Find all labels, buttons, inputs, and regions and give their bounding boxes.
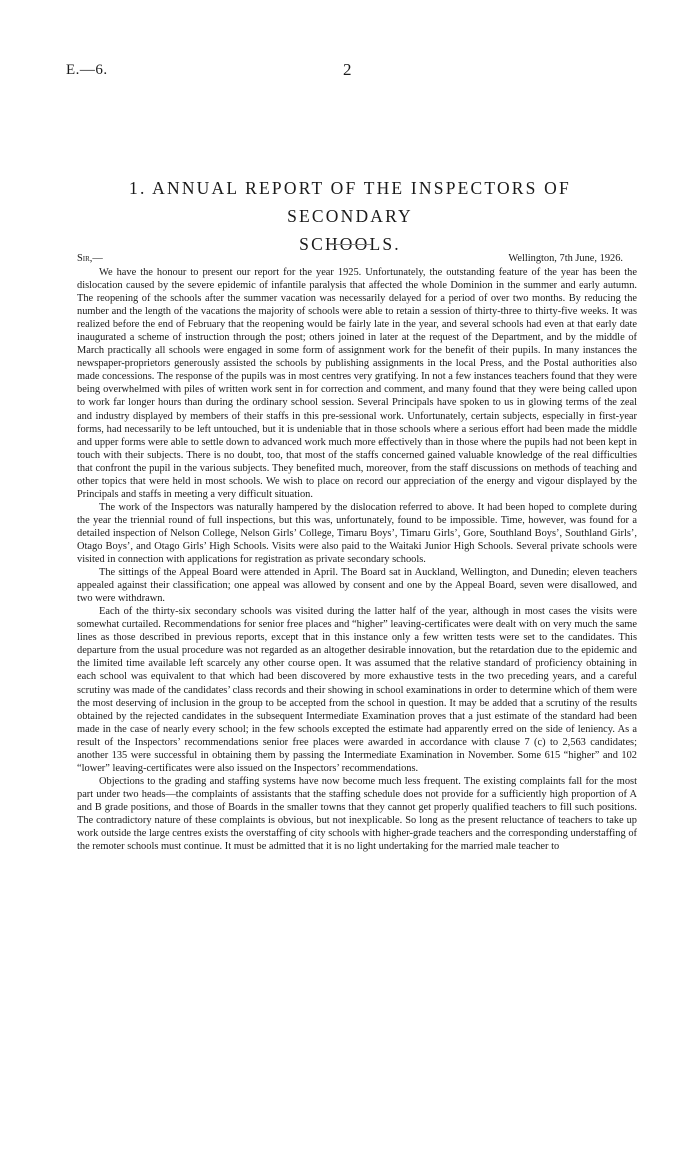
paragraph-grading-staffing: Objections to the grading and staffing systems have now become much less frequent. The existing complaints fall for the most part under two heads—the complaints of assistants that the staffing schedule does not provide for a sufficiently high proportion of A and B grade positions, and those of Boards in the smaller towns that they cannot get properly qualified teachers to fill such positions. The contradictory nature of these complaints is obvious, but not inexplicable. So long as the present reluctance of teachers to take up work outside the large centres exists the overstaffing of city schools with higher-grade teachers and the corresponding understaffing of the remoter schools must continue. It must be admitted that it is no light undertaking for the married male teacher to (77, 775, 637, 853)
paragraph-epidemic: We have the honour to present our report for the year 1925. Unfortunately, the outstanding feature of the year has been the dislocation caused by the severe epidemic of infantile paralysis that affected the whole Dominion in the summer and early autumn. The reopening of the schools after the summer vacation was necessarily delayed for a period of over two months. By reducing the number and the length of the vacations the majority of schools were able to retain a session of thirty-three to thirty-five weeks. It was realized before the end of February that the reopening would be fairly late in the year, and several schools had even at that early date inaugurated a scheme of instruction through the post; others joined in later at the request of the Department, and by the middle of March practically all schools were engaged in some form of assignment work for the benefit of their pupils. In many instances the newspaper-proprietors generously assisted the schools by publishing assignments in the local Press, and the Postal authorities also made concessions. The response of the pupils was in most centres very gratifying. In not a few instances teachers found that they were being overwhelmed with piles of written work sent in for correction and comment, and many found that they were being called upon to work far longer hours than during the ordinary school session. Several Principals have spoken to us in glowing terms of the zeal and industry displayed by members of their staffs in this pre-sessional work. Unfortunately, certain subjects, especially in first-year forms, had necessarily to be left untouched, but it is undeniable that in those schools where a serious effort had been made the middle and upper forms were able to settle down to advanced work much more effectively than in those where the pupils had not been kept in touch with their subjects. There is no doubt, too, that most of the staffs concerned gained valuable knowledge of the real difficulties that confront the pupil in the various subjects. They benefited much, moreover, from the staff discussions on methods of teaching and other topics that were held in most schools. We wish to place on record our appreciation of the energy and vigour displayed by the Principals and staffs in meeting a very difficult situation. (77, 267, 637, 500)
letter-opening (77, 252, 637, 265)
report-title-line-2: SCHOOLS. (299, 234, 401, 254)
dateline: Wellington, 7th June, 1926. (508, 253, 623, 264)
paragraph-school-visits: Each of the thirty-six secondary schools was visited during the latter half of the year, although in most cases the visits were somewhat curtailed. Recommendations for senior free places and “higher” leaving-certificates were dealt with on very much the same lines as those described in previous reports, except that in this instance only a few written tests were set to the candidates. This departure from the usual procedure was not regarded as an altogether desirable innovation, but the retardation due to the epidemic and the limited time available left scarcely any other course open. It was assumed that the relative standard of proficiency obtaining in each school was equivalent to that which had been discovered by more exhaustive tests in the two preceding years, and a careful scrutiny was made of the candidates’ class records and their showing in school examinations in order to determine which of them were the most deserving of inclusion in the group to be accepted from the school in question. It may be added that a scrutiny of the results obtained by the rejected candidates in the subsequent Intermediate Examination proves that a just estimate of the standard had been made in the case of nearly every school; in the few schools excepted the estimate had apparently erred on the side of leniency. As a result of the Inspectors’ recommendations senior free places were awarded in accordance with clause 7 (c) to 2,563 candidates; another 135 were successful in obtaining them by passing the Intermediate Examination in November. Some 615 “higher” and 102 “lower” leaving-certificates were also issued on the Inspectors’ recommendations. (77, 606, 637, 774)
letter-body (77, 252, 637, 853)
document-reference: E.—6. (66, 62, 108, 78)
page-number: 2 (343, 60, 352, 79)
report-title-line-1: 1. ANNUAL REPORT OF THE INSPECTORS OF SECONDARY (129, 178, 571, 226)
paragraph-inspections: The work of the Inspectors was naturally hampered by the dislocation referred to above. It had been hoped to complete during the year the triennial round of full inspections, but this was, unfortunately, found to be impossible. Time, however, was found for a detailed inspection of Nelson College, Nelson Girls’ College, Timaru Boys’, Timaru Girls’, Gore, Southland Boys’, Southland Girls’, Otago Boys’, and Otago Girls’ High Schools. Visits were also paid to the Waitaki Junior High Schools. Several private schools were visited in connection with applications for registration as private secondary schools. (77, 501, 637, 566)
title-divider (330, 244, 372, 245)
report-title (80, 174, 620, 258)
salutation: Sir,— (77, 253, 103, 264)
paragraph-appeal-board: The sittings of the Appeal Board were attended in April. The Board sat in Auckland, Wellington, and Dunedin; eleven teachers appealed against their classification; one appeal was allowed by consent and one by the Appeal Board, seven were disallowed, and two were withdrawn. (77, 567, 637, 605)
